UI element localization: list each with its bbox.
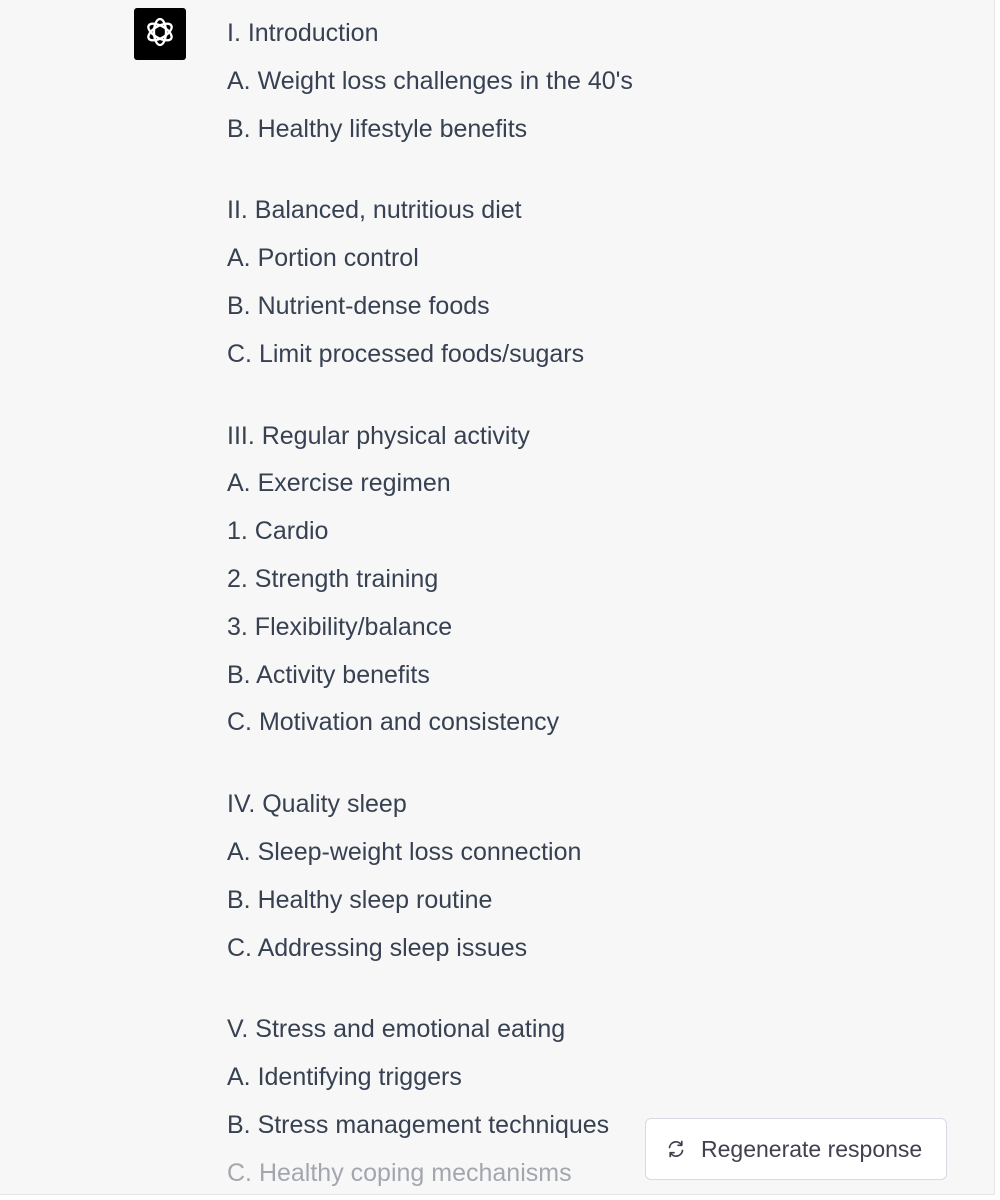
outline-item: C. Motivation and consistency [227, 708, 560, 737]
outline-heading: I. Introduction [227, 19, 379, 47]
outline-heading: III. Regular physical activity [227, 421, 530, 450]
outline-item: B. Activity benefits [227, 660, 430, 689]
outline-item: A. Identifying triggers [227, 1063, 462, 1092]
outline-item: B. Healthy sleep routine [227, 885, 493, 914]
regenerate-response-button[interactable] [645, 1118, 947, 1180]
outline-item: A. Sleep-weight loss connection [227, 837, 582, 866]
outline-item: C. Healthy coping mechanisms [227, 1158, 572, 1187]
outline-item: B. Nutrient-dense foods [227, 291, 490, 320]
refresh-icon [666, 1138, 688, 1160]
outline-heading: II. Balanced, nutritious diet [227, 196, 522, 225]
openai-logo-icon [142, 14, 178, 55]
outline-item: B. Stress management techniques [227, 1110, 610, 1139]
outline-item: B. Healthy lifestyle benefits [227, 114, 528, 143]
regenerate-response-label: Regenerate response [701, 1135, 923, 1162]
outline-item: A. Exercise regimen [227, 469, 451, 498]
outline-item: 2. Strength training [227, 564, 439, 593]
outline-item: A. Portion control [227, 244, 419, 273]
outline-item: 3. Flexibility/balance [227, 612, 453, 641]
assistant-avatar [134, 8, 186, 60]
outline-section [227, 187, 947, 378]
outline-section [227, 413, 947, 748]
outline-section [227, 10, 947, 153]
outline-item: 1. Cardio [227, 517, 329, 546]
assistant-message [227, 10, 947, 1195]
outline-heading: V. Stress and emotional eating [227, 1015, 566, 1044]
outline-heading: IV. Quality sleep [227, 790, 407, 819]
outline-item: C. Limit processed foods/sugars [227, 339, 585, 368]
outline-item: C. Addressing sleep issues [227, 933, 528, 962]
outline-item: A. Weight loss challenges in the 40's [227, 66, 633, 95]
outline-section [227, 781, 947, 972]
